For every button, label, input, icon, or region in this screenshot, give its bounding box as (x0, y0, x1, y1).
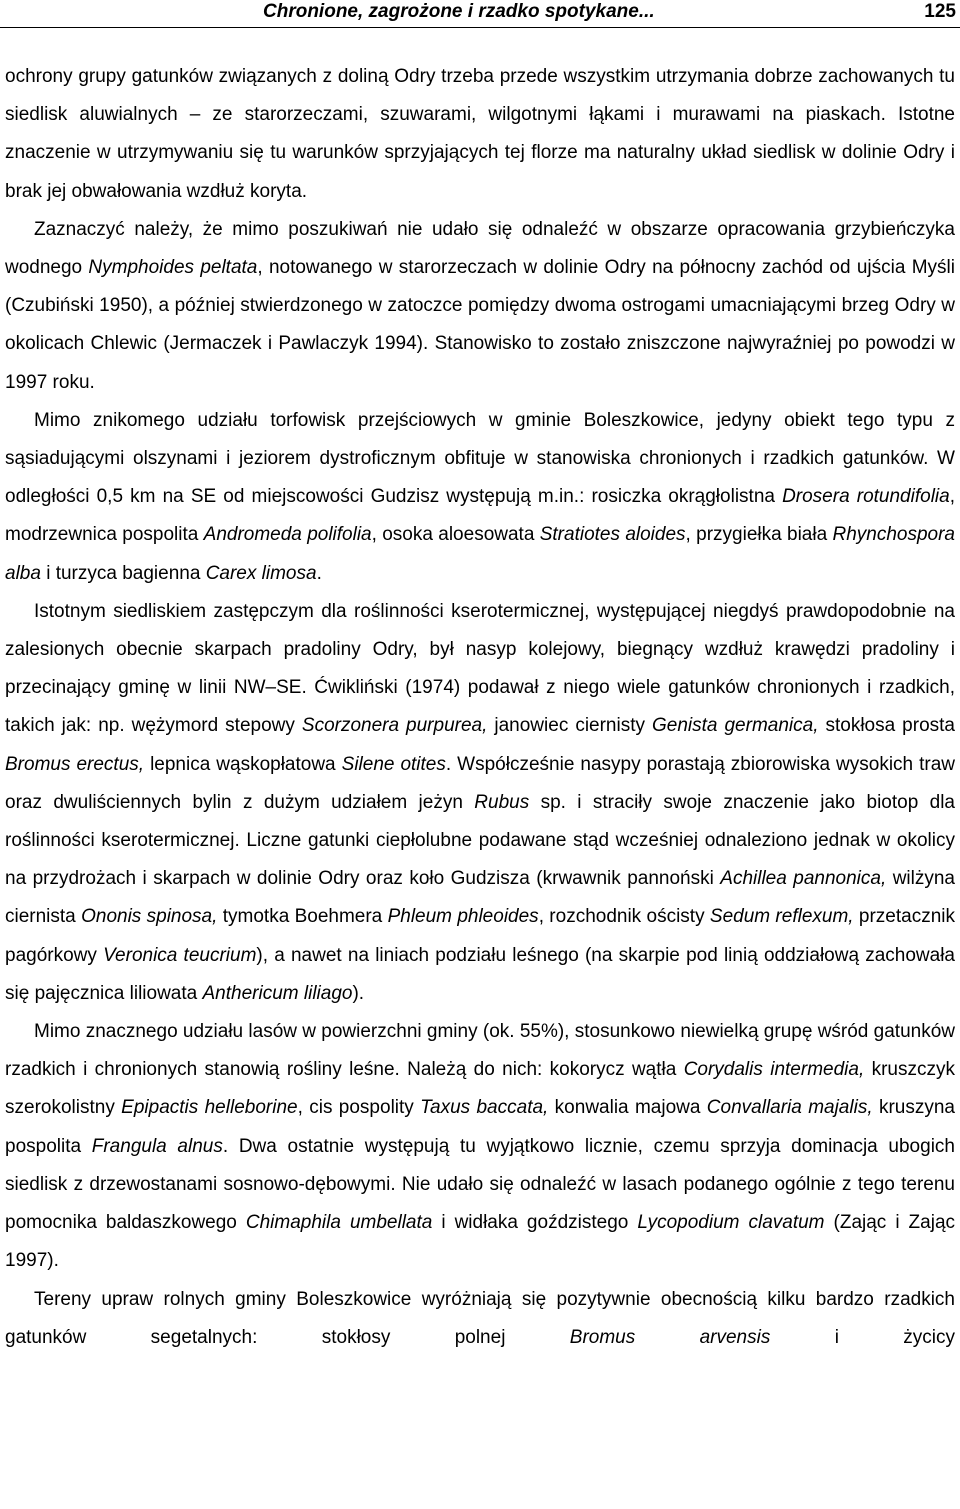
text-segment: . Współcześnie nasypy porastają zbiorowiska wysokich traw oraz dwuliściennych bylin z dużym udziałem jeżyn (5, 753, 956, 813)
species-name: Scorzonera purpurea, (301, 715, 488, 737)
text-segment: i życicy (770, 1326, 955, 1348)
text-segment: , rozchodnik ościsty (538, 906, 710, 928)
species-name: Convallaria majalis, (706, 1097, 873, 1119)
species-name: Frangula alnus (91, 1135, 223, 1157)
text-segment: . (316, 562, 322, 584)
text-segment: kruszczyk szerokolistny (5, 1059, 955, 1119)
species-name: Andromeda polifolia (203, 524, 372, 546)
species-name: Bromus arvensis (569, 1326, 771, 1348)
text-segment: przetacznik pagórkowy (5, 906, 956, 966)
species-name: Epipactis helleborine (121, 1097, 298, 1119)
species-name: Phleum phleoides (387, 906, 539, 928)
species-name: Rubus (474, 791, 530, 813)
text-segment: janowiec ciernisty (487, 715, 653, 737)
text-segment: ochrony grupy gatunków związanych z doliną Odry trzeba przede wszystkim utrzymania dobrze zachowanych tu siedlisk aluwialnych – ze starorzeczami, szuwarami, wilgotnymi łąkami i murawami na piaskach. Istotne znaczenie w utrzymywaniu się tu warunków sprzyjających tej florze ma naturalny układ siedlisk w dolinie Odry i brak jej obwałowania wzdłuż koryta. (5, 66, 955, 202)
species-name: Corydalis intermedia, (683, 1059, 865, 1081)
paragraph (5, 211, 955, 402)
text-segment: sp. i straciły swoje znaczenie jako biotop dla roślinności kserotermicznej. Liczne gatunki ciepłolubne podawane stąd wcześniej odnaleziono jednak w okolicy na przydrożach i skarpach w dolinie Odry oraz koło Gudzisza (krwawnik pannoński (5, 791, 955, 890)
running-header (0, 0, 960, 28)
text-segment: . Dwa ostatnie występują tu wyjątkowo licznie, czemu sprzyja dominacja ubogich siedlisk z drzewostanami sosnowo-dębowymi. Nie udało się odnaleźć w lasach podanego ogólnie z tego terenu pomocnika baldaszkowego (5, 1135, 955, 1234)
paragraph (5, 1013, 955, 1280)
text-segment: wilżyna ciernista (5, 868, 955, 928)
body-text (5, 58, 955, 1357)
species-name: Nymphoides peltata (88, 257, 258, 279)
text-segment: konwalia majowa (548, 1097, 707, 1119)
text-segment: stokłosa prosta (818, 715, 955, 737)
paragraph (5, 593, 955, 1013)
text-segment: Tereny upraw rolnych gminy Boleszkowice wyróżniają się pozytywnie obecnością kilku bardzo rzadkich gatunków segetalnych: stokłosy polnej (5, 1288, 955, 1348)
species-name: Sedum reflexum, (709, 906, 854, 928)
paragraph (5, 1281, 955, 1357)
species-name: Achillea pannonica, (720, 868, 887, 890)
text-segment: i turzyca bagienna (40, 562, 206, 584)
text-segment: kruszyna pospolita (5, 1097, 955, 1157)
text-segment: (Zając i Zając 1997). (5, 1212, 956, 1272)
text-segment: Zaznaczyć należy, że mimo poszukiwań nie udało się odnaleźć w obszarze opracowania grzybieńczyka wodnego (5, 218, 955, 279)
species-name: Lycopodium clavatum (637, 1212, 825, 1234)
text-segment: , osoka aloesowata (371, 524, 540, 546)
species-name: Silene otites (341, 753, 446, 775)
text-segment: ), a nawet na liniach podziału leśnego (na skarpie pod linią oddziałową zachowała się pajęcznica liliowata (5, 944, 955, 1004)
species-name: Bromus erectus, (5, 753, 145, 775)
species-name: Genista germanica, (652, 715, 819, 737)
text-segment: , modrzewnica pospolita (5, 486, 955, 546)
text-segment: , notowanego w starorzeczach w dolinie Odry na północny zachód od ujścia Myśli (Czubiński 1950), a później stwierdzonego w zatoczce pomiędzy dwoma ostrogami umacniającymi brzeg Odry w okolicach Chlewic (Jermaczek i Pawlaczyk 1994). Stanowisko to zostało zniszczone najwyraźniej po powodzi w 1997 roku. (5, 257, 955, 393)
paragraph (5, 58, 955, 211)
species-name: Carex limosa (205, 562, 317, 584)
species-name: Veronica teucrium (103, 944, 257, 966)
text-segment: Istotnym siedliskiem zastępczym dla roślinności kserotermicznej, występującej niegdyś prawdopodobnie na zalesionych obecnie skarpach pradoliny Odry, był nasyp kolejowy, biegnący wzdłuż krawędzi pradoliny i przecinający gminę w linii NW–SE. Ćwikliński (1974) podawał z niego wiele gatunków chronionych i rzadkich, takich jak: np. wężymord stepowy (5, 600, 955, 737)
species-name: Stratiotes aloides (539, 524, 686, 546)
text-segment: i widłaka goździstego (432, 1212, 638, 1234)
species-name: Rhynchospora alba (5, 524, 955, 584)
species-name: Drosera rotundifolia (782, 486, 950, 508)
text-segment: tymotka Boehmera (217, 906, 388, 928)
species-name: Taxus baccata, (420, 1097, 549, 1119)
text-segment: ). (352, 982, 365, 1004)
page-number: 125 (924, 1, 956, 22)
text-segment: , przygiełka biała (685, 524, 833, 546)
text-segment: Mimo znikomego udziału torfowisk przejściowych w gminie Boleszkowice, jedyny obiekt tego typu z sąsiadującymi olszynami i jeziorem dystroficznym obfituje w stanowiska chronionych i rzadkich gatunków. W odległości 0,5 km na SE od miejscowości Gudzisz występują m.in.: rosiczka okrągłolistna (5, 409, 955, 508)
paragraph (5, 402, 955, 593)
text-segment: Mimo znacznego udziału lasów w powierzchni gminy (ok. 55%), stosunkowo niewielką grupę wśród gatunków rzadkich i chronionych stanowią rośliny leśne. Należą do nich: kokorycz wątła (5, 1021, 955, 1081)
species-name: Ononis spinosa, (81, 906, 218, 928)
species-name: Anthericum liliago (202, 982, 353, 1004)
species-name: Chimaphila umbellata (245, 1212, 433, 1234)
text-segment: lepnica wąskopłatowa (144, 753, 342, 775)
text-segment: , cis pospolity (297, 1097, 421, 1119)
header-title: Chronione, zagrożone i rzadko spotykane... (263, 1, 655, 22)
